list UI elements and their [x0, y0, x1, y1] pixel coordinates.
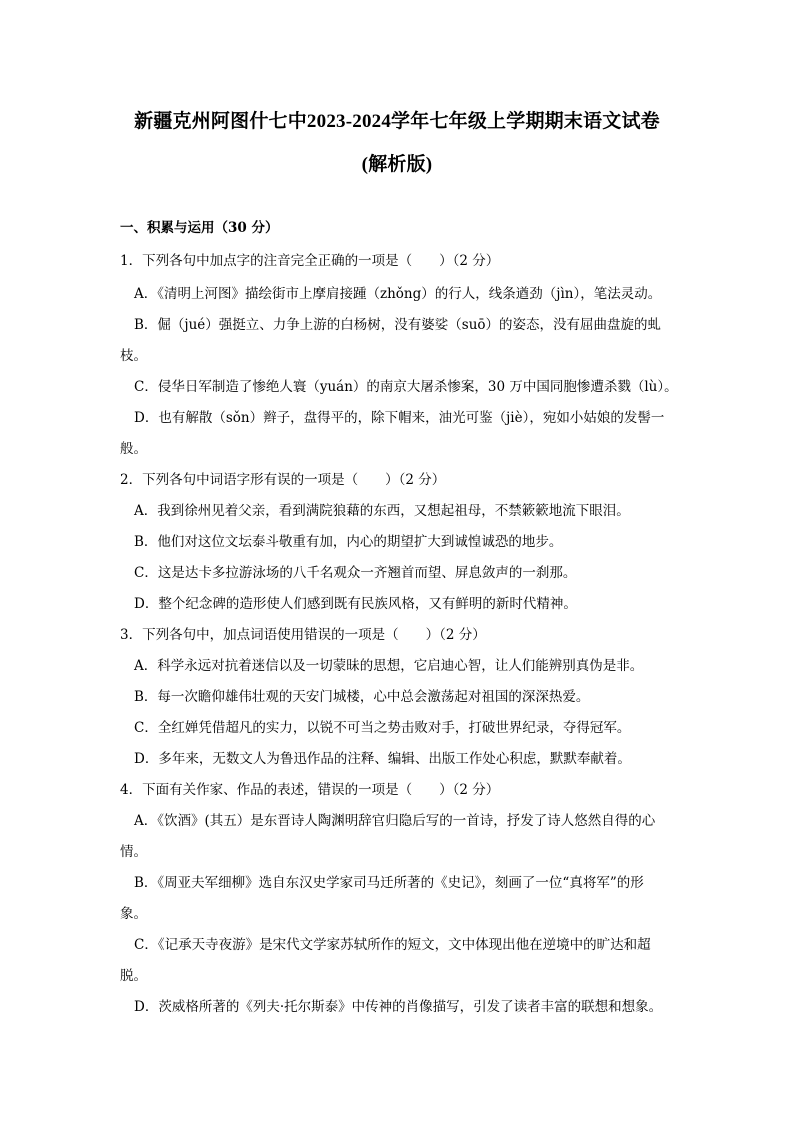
question-3-option-c: C．全红婵凭借超凡的实力，以锐不可当之势击败对手，打破世界纪录，夺得冠军。: [134, 720, 631, 736]
question-1-stem: 1．下列各句中加点字的注音完全正确的一项是（ ）（2 分）: [120, 253, 500, 269]
question-3-option-d: D．多年来，无数文人为鲁迅作品的注释、编辑、出版工作处心积虑，默默奉献着。: [134, 751, 631, 767]
question-2-option-b: B．他们对这位文坛泰斗敬重有加，内心的期望扩大到诚惶诚恐的地步。: [134, 534, 563, 550]
question-2-option-c: C．这是达卡多拉游泳场的八千名观众一齐翘首而望、屏息敛声的一刹那。: [134, 565, 577, 581]
question-3-option-a: A．科学永远对抗着迷信以及一切蒙昧的思想，它启迪心智，让人们能辨别真伪是非。: [134, 658, 644, 674]
question-2-option-d: D．整个纪念碑的造形使人们感到既有民族风格，又有鲜明的新时代精神。: [134, 596, 577, 612]
question-4-option-b-continued: 象。: [120, 906, 147, 922]
document-title: 新疆克州阿图什七中2023-2024学年七年级上学期期末语文试卷: [134, 111, 660, 132]
question-1-option-d-continued: 般。: [120, 441, 147, 457]
question-4-option-b: B．《周亚夫军细柳》选自东汉史学家司马迁所著的《史记》，刻画了一位“真将军”的形: [134, 875, 644, 891]
question-2-option-a: A．我到徐州见着父亲，看到满院狼藉的东西，又想起祖母，不禁簌簌地流下眼泪。: [134, 503, 630, 519]
question-1-option-b-continued: 枝。: [120, 348, 147, 364]
question-2-stem: 2．下列各句中词语字形有误的一项是（ ）（2 分）: [120, 472, 446, 488]
question-4-option-c-continued: 脱。: [120, 968, 147, 984]
question-4-option-d: D．茨威格所著的《列夫·托尔斯泰》中传神的肖像描写，引发了读者丰富的联想和想象。: [134, 999, 663, 1015]
question-3-option-b: B．每一次瞻仰雄伟壮观的天安门城楼，心中总会激荡起对祖国的深深热爱。: [134, 689, 590, 705]
question-4-option-c: C．《记承天寺夜游》是宋代文学家苏轼所作的短文，文中体现出他在逆境中的旷达和超: [134, 937, 651, 953]
question-1-option-c: C．侵华日军制造了惨绝人寰（yuán）的南京大屠杀惨案，30 万中国同胞惨遭杀戮（lù）。: [134, 379, 678, 395]
question-3-stem: 3．下列各句中，加点词语使用错误的一项是（ ）（2 分）: [120, 627, 486, 643]
question-4-option-a: A．《饮酒》(其五）是东晋诗人陶渊明辞官归隐后写的一首诗，抒发了诗人悠然自得的心: [134, 813, 656, 829]
document-subtitle: (解析版): [361, 154, 433, 175]
question-1-option-b: B．倔（jué）强挺立、力争上游的白杨树，没有婆娑（suō）的姿态，没有屈曲盘旋的虬: [134, 317, 662, 333]
question-4-option-a-continued: 情。: [120, 844, 147, 860]
section-heading: 一、积累与运用（30 分）: [120, 220, 279, 236]
question-1-option-a: A．《清明上河图》描绘街市上摩肩接踵（zhǒng）的行人，线条遒劲（jìn），笔法灵动。: [134, 286, 662, 302]
question-4-stem: 4．下面有关作家、作品的表述，错误的一项是（ ）（2 分）: [120, 782, 500, 798]
question-1-option-d: D．也有解散（sǒn）辫子，盘得平的，除下帽来，油光可鉴（jiè），宛如小姑娘的发髻一: [134, 410, 665, 426]
